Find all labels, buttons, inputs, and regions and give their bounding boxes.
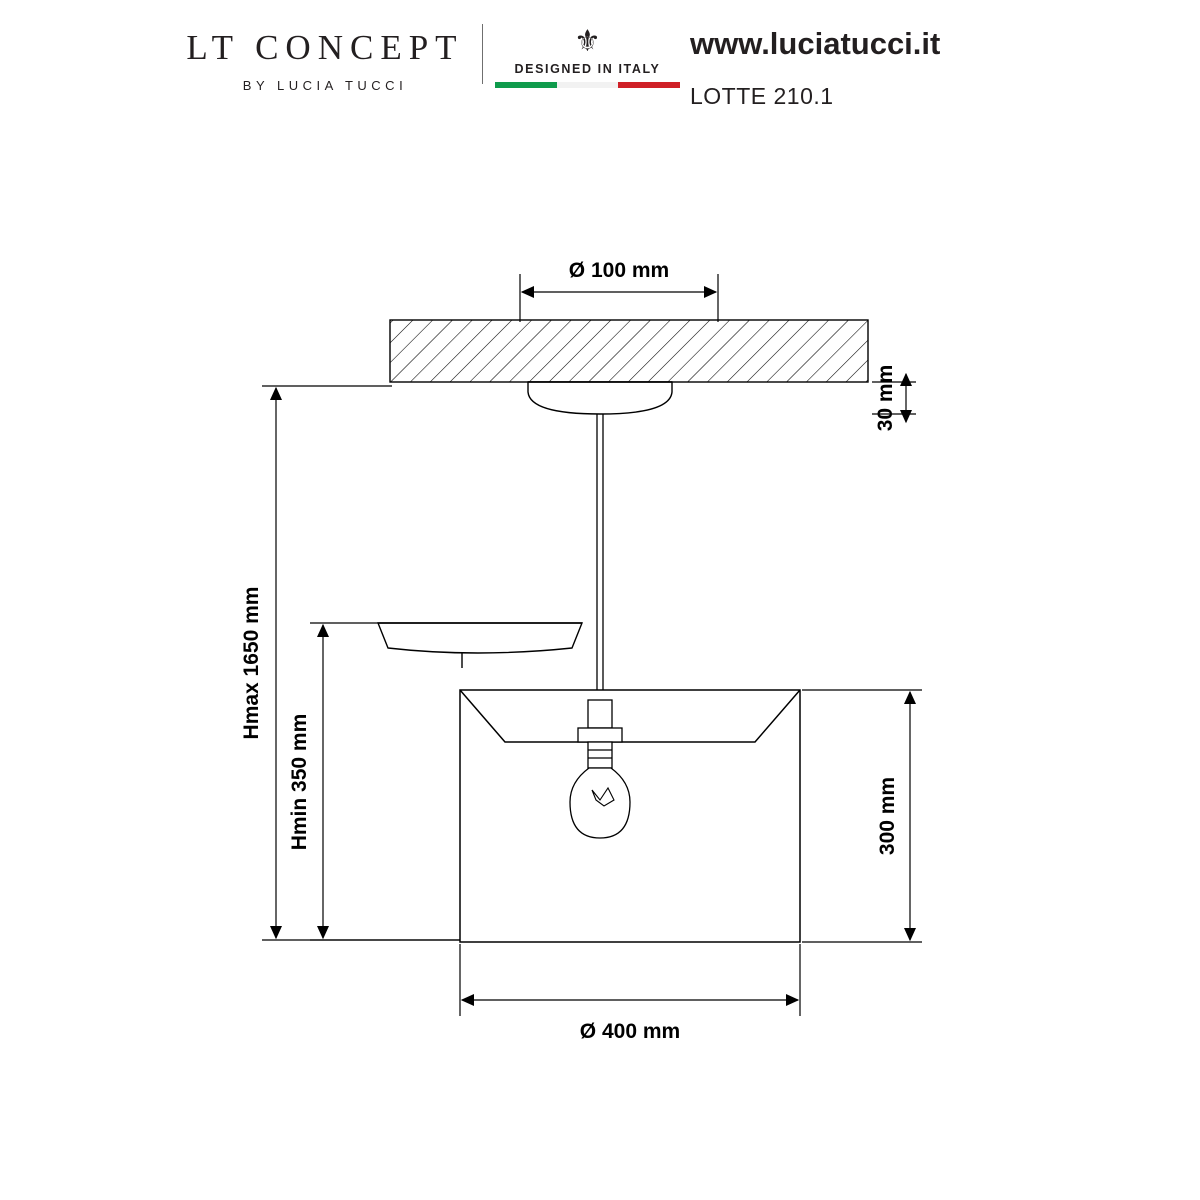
model-name: LOTTE 210.1 <box>690 83 834 109</box>
light-bulb <box>570 768 630 838</box>
suspension-cord <box>597 414 603 700</box>
designed-in-italy-label: DESIGNED IN ITALY <box>514 62 661 76</box>
label-height-max: Hmax 1650 mm <box>240 586 263 740</box>
canopy <box>528 382 672 414</box>
ceiling-slab <box>390 320 868 382</box>
dimension-shade-height <box>802 690 922 942</box>
label-shade-height: 300 mm <box>876 776 899 856</box>
label-shade-diameter: Ø 400 mm <box>579 1020 681 1043</box>
brand-name: LT CONCEPT <box>186 28 464 67</box>
dimension-height-max <box>262 386 460 940</box>
fleur-de-lis-icon: ⚜ <box>574 24 601 59</box>
dimension-height-min <box>310 623 460 940</box>
label-canopy-diameter: Ø 100 mm <box>568 259 670 282</box>
ceiling-plate-detail <box>378 623 582 668</box>
dimension-shade-diameter <box>460 944 800 1016</box>
brand-tagline: BY LUCIA TUCCI <box>242 78 408 93</box>
label-canopy-height: 30 mm <box>874 364 897 432</box>
website-link[interactable]: www.luciatucci.it <box>690 26 941 61</box>
lamp-shade <box>460 690 800 942</box>
label-height-min: Hmin 350 mm <box>288 713 311 851</box>
